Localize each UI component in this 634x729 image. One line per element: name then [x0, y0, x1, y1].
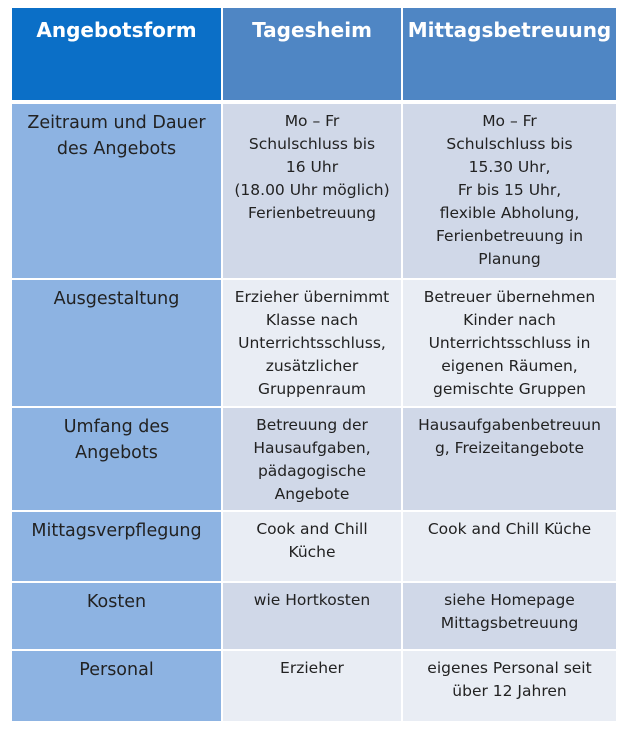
row-label	[12, 100, 223, 278]
text-line: Betreuer übernehmen	[423, 288, 596, 306]
table-row-umfang	[12, 406, 616, 510]
text-line: Unterrichtsschluss in	[428, 334, 591, 352]
text-line: Angebots	[75, 443, 158, 463]
mittagsbetreuung-cell	[403, 278, 616, 406]
header-angebotsform: Angebotsform	[12, 8, 223, 100]
text-line: Ausgestaltung	[53, 289, 180, 309]
text-line: wie Hortkosten	[253, 591, 371, 609]
text-line: (18.00 Uhr möglich)	[234, 181, 390, 199]
text-line: Schulschluss bis	[446, 135, 573, 153]
text-line: Unterrichtsschluss,	[238, 334, 386, 352]
text-line: 15.30 Uhr,	[468, 158, 551, 176]
text-line: siehe Homepage	[444, 591, 575, 609]
text-line: Personal	[79, 660, 154, 680]
text-line: Ferienbetreuung in	[435, 227, 584, 245]
header-mittagsbetreuung: Mittagsbetreuung	[403, 8, 616, 100]
text-line: g, Freizeitangebote	[434, 439, 585, 457]
text-line: Hausaufgaben,	[253, 439, 371, 457]
text-line: Betreuung der	[256, 416, 368, 434]
text-line: Cook and Chill Küche	[427, 520, 592, 538]
tagesheim-cell	[223, 649, 403, 721]
text-line: Küche	[288, 543, 336, 561]
text-line: Klasse nach	[265, 311, 359, 329]
mittagsbetreuung-cell	[403, 406, 616, 510]
text-line: eigenen Räumen,	[441, 357, 578, 375]
text-line: flexible Abholung,	[439, 204, 580, 222]
text-line: des Angebots	[56, 139, 177, 159]
text-line: Gruppenraum	[257, 380, 367, 398]
comparison-table	[12, 8, 616, 721]
text-line: eigenes Personal seit	[427, 659, 592, 677]
row-label	[12, 278, 223, 406]
text-line: Kinder nach	[463, 311, 556, 329]
row-label	[12, 581, 223, 649]
table-row-ausgestaltung	[12, 278, 616, 406]
tagesheim-cell	[223, 406, 403, 510]
mittagsbetreuung-cell	[403, 581, 616, 649]
text-line: Mittagsbetreuung	[440, 614, 579, 632]
mittagsbetreuung-cell	[403, 510, 616, 581]
tagesheim-cell	[223, 581, 403, 649]
text-line: über 12 Jahren	[452, 682, 567, 700]
table-row-mittagsverpflegung	[12, 510, 616, 581]
text-line: Ferienbetreuung	[248, 204, 376, 222]
text-line: Mo – Fr	[284, 112, 340, 130]
mittagsbetreuung-cell	[403, 649, 616, 721]
table-row-personal	[12, 649, 616, 721]
table-row-kosten	[12, 581, 616, 649]
text-line: Umfang des	[63, 417, 170, 437]
row-label	[12, 649, 223, 721]
text-line: Cook and Chill	[256, 520, 368, 538]
text-line: pädagogische	[257, 462, 367, 480]
tagesheim-cell	[223, 100, 403, 278]
text-line: zusätzlicher	[265, 357, 359, 375]
text-line: Kosten	[86, 592, 147, 612]
text-line: Hausaufgabenbetreuun	[418, 416, 601, 434]
text-line: Mo – Fr	[482, 112, 537, 130]
text-line: Angebote	[274, 485, 350, 503]
text-line: gemischte Gruppen	[433, 380, 586, 398]
text-line: Zeitraum und Dauer	[27, 113, 206, 133]
text-line: Planung	[478, 250, 541, 268]
text-line: 16 Uhr	[285, 158, 339, 176]
text-line: Fr bis 15 Uhr,	[457, 181, 562, 199]
text-line: Mittagsverpflegung	[31, 521, 202, 541]
table-row-zeitraum	[12, 100, 616, 278]
tagesheim-cell	[223, 278, 403, 406]
table-header-row	[12, 8, 616, 100]
header-tagesheim: Tagesheim	[223, 8, 403, 100]
mittagsbetreuung-cell	[403, 100, 616, 278]
tagesheim-cell	[223, 510, 403, 581]
text-line: Erzieher	[280, 659, 344, 677]
text-line: Schulschluss bis	[248, 135, 376, 153]
row-label	[12, 406, 223, 510]
row-label	[12, 510, 223, 581]
text-line: Erzieher übernimmt	[234, 288, 390, 306]
